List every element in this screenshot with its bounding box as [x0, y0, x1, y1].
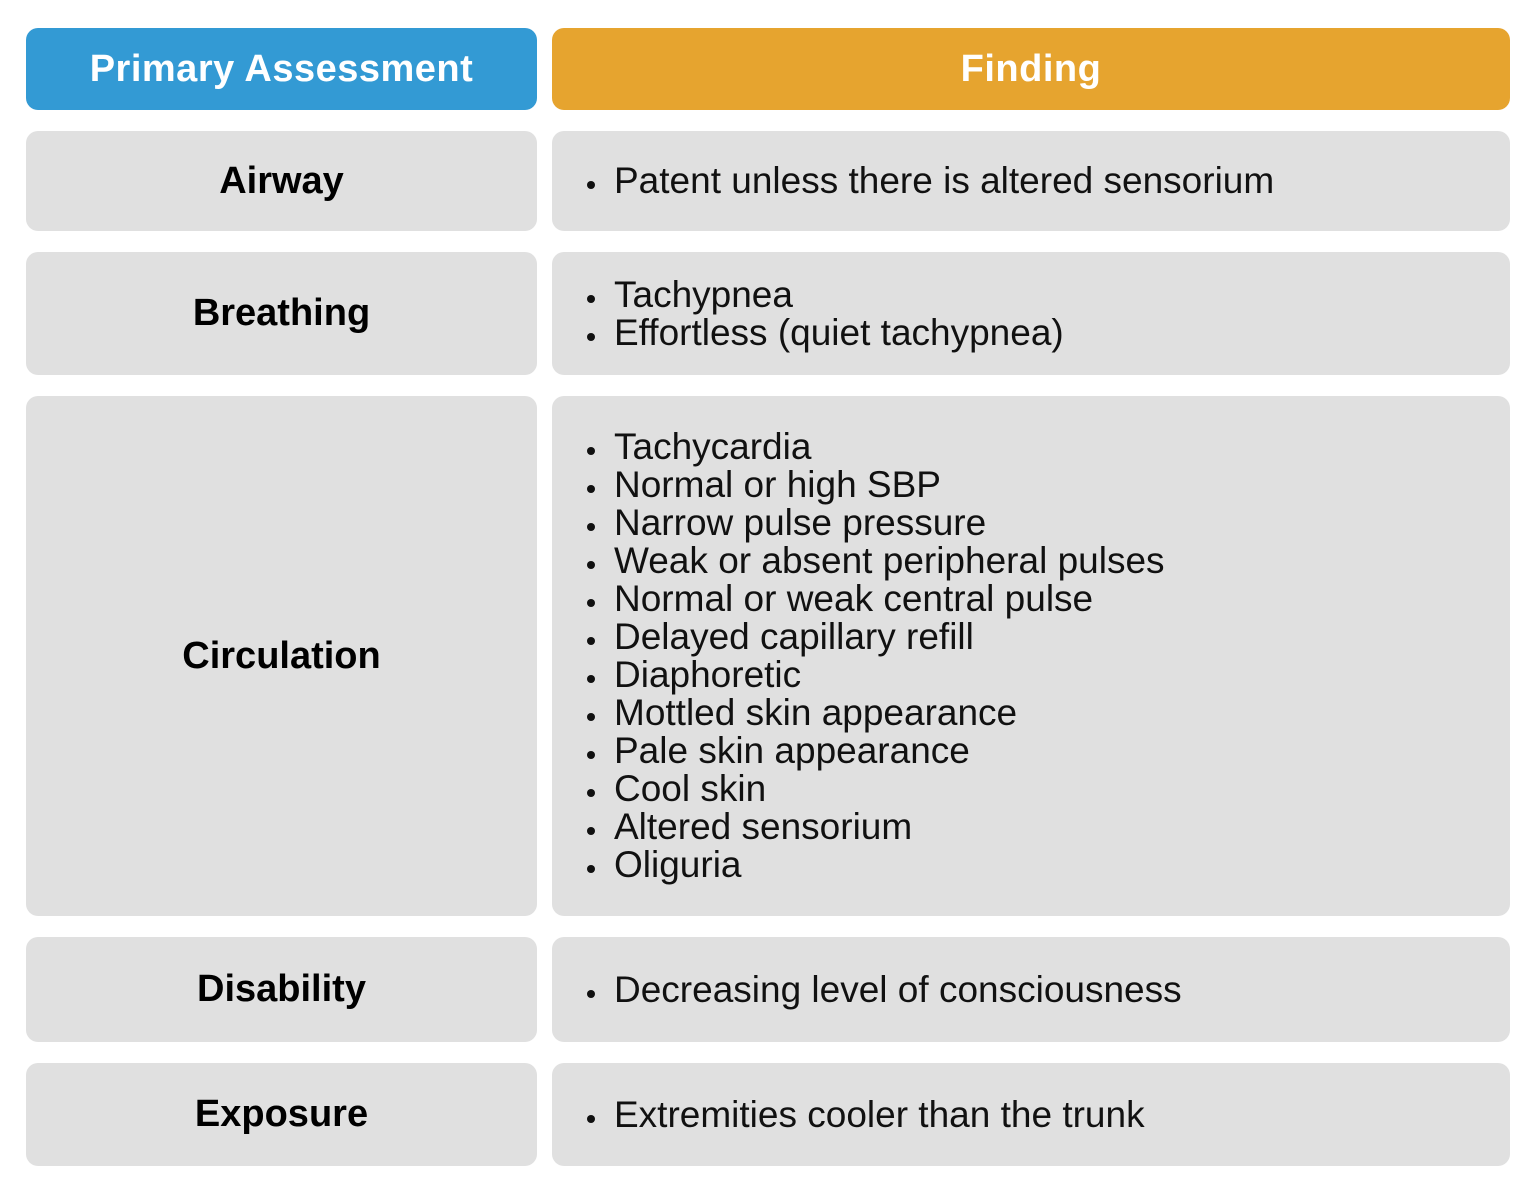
finding-item: • Delayed capillary refill	[610, 618, 1165, 656]
finding-item: • Tachypnea	[610, 276, 1064, 314]
findings-list-circulation	[552, 428, 1165, 884]
findings-list-disability	[552, 968, 1182, 1010]
finding-item: • Oliguria	[610, 846, 1165, 884]
finding-item: • Decreasing level of consciousness	[610, 971, 1182, 1009]
row-findings-airway	[552, 131, 1510, 231]
row-label-airway: Airway	[26, 131, 537, 231]
column-header-primary-assessment: Primary Assessment	[26, 28, 537, 110]
row-findings-exposure	[552, 1063, 1510, 1166]
finding-item: • Diaphoretic	[610, 656, 1165, 694]
finding-item: • Patent unless there is altered sensorium	[610, 162, 1274, 200]
finding-item: • Narrow pulse pressure	[610, 504, 1165, 542]
finding-item: • Normal or weak central pulse	[610, 580, 1165, 618]
column-header-finding: Finding	[552, 28, 1510, 110]
row-label-circulation: Circulation	[26, 396, 537, 916]
row-findings-circulation	[552, 396, 1510, 916]
row-findings-breathing	[552, 252, 1510, 375]
finding-item: • Altered sensorium	[610, 808, 1165, 846]
findings-list-breathing	[552, 273, 1064, 353]
row-label-breathing: Breathing	[26, 252, 537, 375]
finding-item: • Effortless (quiet tachypnea)	[610, 314, 1064, 352]
finding-item: • Cool skin	[610, 770, 1165, 808]
finding-item: • Extremities cooler than the trunk	[610, 1096, 1145, 1134]
finding-item: • Pale skin appearance	[610, 732, 1165, 770]
findings-list-exposure	[552, 1093, 1145, 1135]
row-label-disability: Disability	[26, 937, 537, 1042]
findings-list-airway	[552, 162, 1274, 200]
row-findings-disability	[552, 937, 1510, 1042]
finding-item: • Normal or high SBP	[610, 466, 1165, 504]
finding-item: • Weak or absent peripheral pulses	[610, 542, 1165, 580]
row-label-exposure: Exposure	[26, 1063, 537, 1166]
finding-item: • Mottled skin appearance	[610, 694, 1165, 732]
finding-item: • Tachycardia	[610, 428, 1165, 466]
